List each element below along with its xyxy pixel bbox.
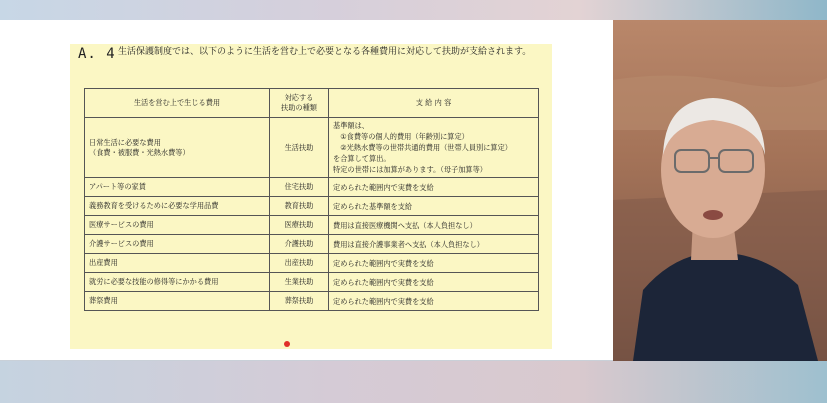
- table-row: [85, 273, 539, 292]
- cost-cell: 葬祭費用: [85, 292, 270, 311]
- aid-cell: 生活扶助: [270, 118, 329, 178]
- aid-cell: 医療扶助: [270, 216, 329, 235]
- header-cost: 生活を営む上で生じる費用: [85, 89, 270, 118]
- laser-pointer-icon: [284, 341, 290, 347]
- detail-cell: 費用は直接医療機関へ支払（本人負担なし）: [329, 216, 539, 235]
- detail-cell: 定められた基準額を支給: [329, 197, 539, 216]
- table-row: [85, 178, 539, 197]
- bottom-background-band: [0, 361, 827, 403]
- intro-text: 生活保護制度では、以下のように生活を営む上で必要となる各種費用に対応して扶助が支給されます。: [118, 47, 532, 57]
- table-row: [85, 118, 539, 178]
- header-aid-type: 対応する 扶助の種類: [270, 89, 329, 118]
- cost-cell: 義務教育を受けるために必要な学用品費: [85, 197, 270, 216]
- aid-cell: 住宅扶助: [270, 178, 329, 197]
- detail-cell: 定められた範囲内で実費を支給: [329, 178, 539, 197]
- header-payment-detail: 支 給 内 容: [329, 89, 539, 118]
- detail-cell: 定められた範囲内で実費を支給: [329, 273, 539, 292]
- presentation-slide: [0, 20, 613, 360]
- table-header-row: [85, 89, 539, 118]
- aid-cell: 介護扶助: [270, 235, 329, 254]
- detail-cell: 定められた範囲内で実費を支給: [329, 254, 539, 273]
- cost-cell: 日常生活に必要な費用 （食費・被服費・光熱水費等）: [85, 118, 270, 178]
- detail-cell: 定められた範囲内で実費を支給: [329, 292, 539, 311]
- aid-cell: 出産扶助: [270, 254, 329, 273]
- cost-cell: アパート等の家賃: [85, 178, 270, 197]
- aid-cell: 葬祭扶助: [270, 292, 329, 311]
- presenter-image: [613, 20, 827, 361]
- detail-cell: 費用は直接介護事業者へ支払（本人負担なし）: [329, 235, 539, 254]
- table-row: [85, 216, 539, 235]
- table-row: [85, 235, 539, 254]
- presenter-video: [613, 20, 827, 361]
- aid-cell: 教育扶助: [270, 197, 329, 216]
- top-background-band: [0, 0, 827, 22]
- cost-cell: 就労に必要な技能の修得等にかかる費用: [85, 273, 270, 292]
- cost-cell: 医療サービスの費用: [85, 216, 270, 235]
- scanned-document: [70, 44, 552, 349]
- benefits-table: [84, 88, 539, 311]
- table-row: [85, 197, 539, 216]
- aid-cell: 生業扶助: [270, 273, 329, 292]
- cost-cell: 出産費用: [85, 254, 270, 273]
- table-row: [85, 292, 539, 311]
- cost-cell: 介護サービスの費用: [85, 235, 270, 254]
- detail-cell: 基準額は、 ①食費等の個人的費用（年齢別に算定） ②光熱水費等の世帯共通的費用（世帯人員別に算定） を合算して算出。 特定の世帯には加算があります。（母子加算等）: [329, 118, 539, 178]
- table-row: [85, 254, 539, 273]
- answer-heading: A. 4: [78, 46, 116, 62]
